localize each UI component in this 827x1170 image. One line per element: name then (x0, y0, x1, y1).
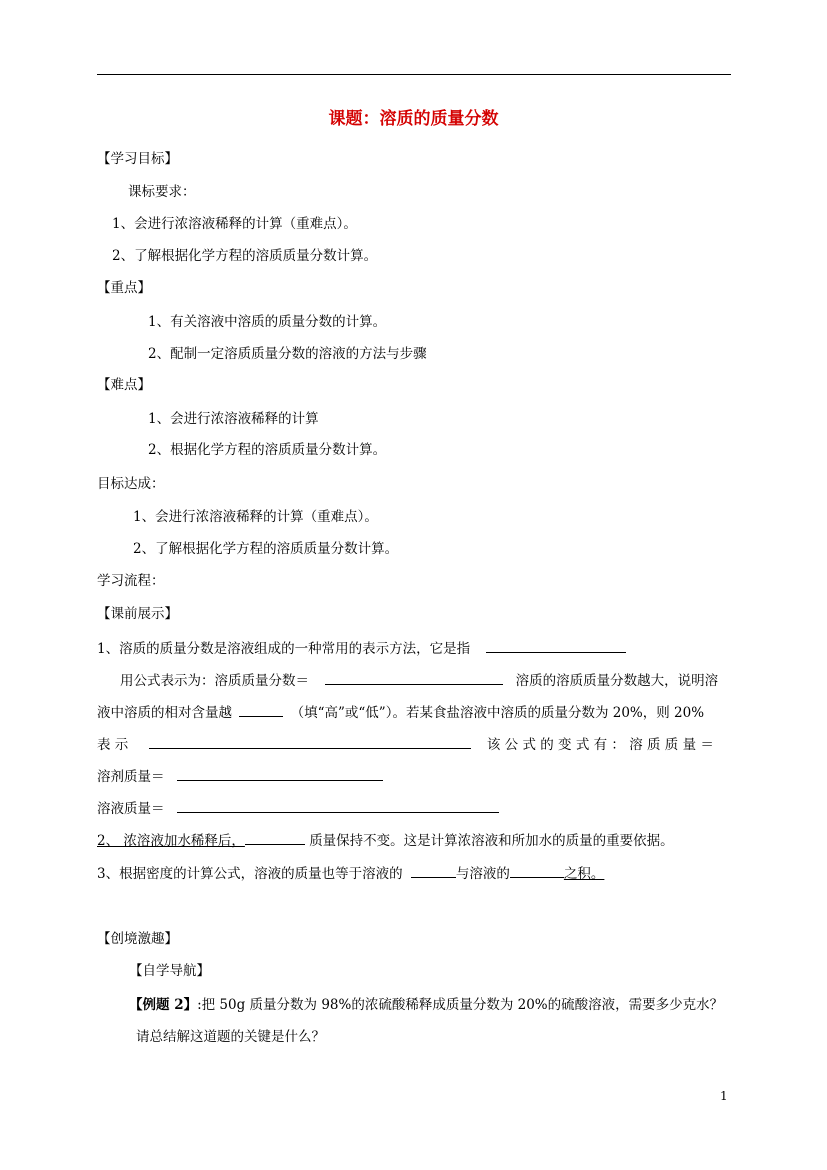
self-study-header: 【自学导航】 (129, 963, 210, 979)
solvent-mass-blank (177, 766, 383, 781)
key-points-header: 【重点】 (97, 280, 151, 296)
represent-text: 表 示 (97, 737, 129, 753)
content-text: 液中溶质的相对含量越 (97, 705, 232, 721)
solution-mass-text: 溶液质量＝ (97, 801, 165, 817)
question-3-blank-1 (411, 863, 456, 878)
difficult-point-1: 1、会进行浓溶液稀释的计算 (148, 411, 319, 427)
example-text: :把 50g 质量分数为 98%的浓硫酸稀释成质量分数为 20%的硫酸溶液，需要多少克水？ (197, 997, 724, 1013)
formula-blank (325, 670, 503, 685)
solvent-mass-text: 溶剂质量＝ (97, 769, 165, 785)
preview-header: 【课前展示】 (97, 606, 178, 622)
summary-question: 请总结解这道题的关键是什么？ (136, 1029, 325, 1045)
target-2: 2、了解根据化学方程的溶质质量分数计算。 (133, 541, 399, 557)
represent-blank (149, 734, 471, 749)
question-1-line-1 (97, 638, 626, 658)
question-1-line-5 (97, 766, 383, 786)
flow-header: 学习流程： (97, 573, 165, 589)
standard-requirement: 课标要求： (128, 184, 196, 200)
question-1-line-4 (97, 734, 714, 754)
question-3-blank-2 (510, 863, 564, 878)
goal-1: 1、会进行浓溶液稀释的计算（重难点）。 (112, 216, 357, 232)
question-3-trailing-text: 之积。 (563, 866, 605, 882)
target-header: 目标达成： (97, 476, 165, 492)
example-2 (129, 996, 723, 1014)
difficult-points-header: 【难点】 (97, 377, 151, 393)
page-number: 1 (720, 1089, 728, 1103)
solution-mass-blank (177, 798, 499, 813)
formula-text: 用公式表示为：溶质质量分数＝ (120, 673, 309, 689)
content-trailing-text: （填“高”或“低”）。若某食盐溶液中溶质的质量分数为 20%，则 20% (290, 705, 705, 721)
goals-header: 【学习目标】 (97, 151, 178, 167)
answer-blank (486, 638, 626, 653)
question-1-line-2 (120, 670, 718, 690)
header-rule (97, 74, 731, 75)
question-2-blank (245, 830, 305, 845)
variant-text: 该 公 式 的 变 式 有 ： 溶 质 质 量 ＝ (486, 737, 714, 753)
formula-trailing-text: 溶质的溶质质量分数越大，说明溶 (515, 673, 719, 689)
page-title: 课题：溶质的质量分数 (328, 109, 499, 129)
example-label: 【例题 2】 (129, 997, 198, 1013)
target-1: 1、会进行浓溶液稀释的计算（重难点）。 (133, 509, 378, 525)
question-1-line-3 (97, 702, 704, 722)
key-point-2: 2、配制一定溶质质量分数的溶液的方法与步骤 (148, 346, 427, 362)
question-2-text: 2、 浓溶液加水稀释后， (97, 833, 245, 849)
question-3-text: 3、根据密度的计算公式，溶液的质量也等于溶液的 (97, 866, 403, 882)
key-point-1: 1、有关溶液中溶质的质量分数的计算。 (148, 314, 387, 330)
question-2-trailing-text: 质量保持不变。这是计算浓溶液和所加水的质量的重要依据。 (309, 833, 674, 849)
difficult-point-2: 2、根据化学方程的溶质质量分数计算。 (148, 442, 387, 458)
inspire-header: 【创境激趣】 (97, 931, 178, 947)
high-low-blank (239, 702, 283, 717)
question-3 (97, 863, 604, 883)
question-2 (97, 830, 674, 850)
question-1-line-6 (97, 798, 499, 818)
goal-2: 2、了解根据化学方程的溶质质量分数计算。 (112, 248, 378, 264)
question-3-middle-text: 与溶液的 (455, 866, 510, 882)
question-1-text: 1、溶质的质量分数是溶液组成的一种常用的表示方法，它是指 (97, 641, 471, 657)
